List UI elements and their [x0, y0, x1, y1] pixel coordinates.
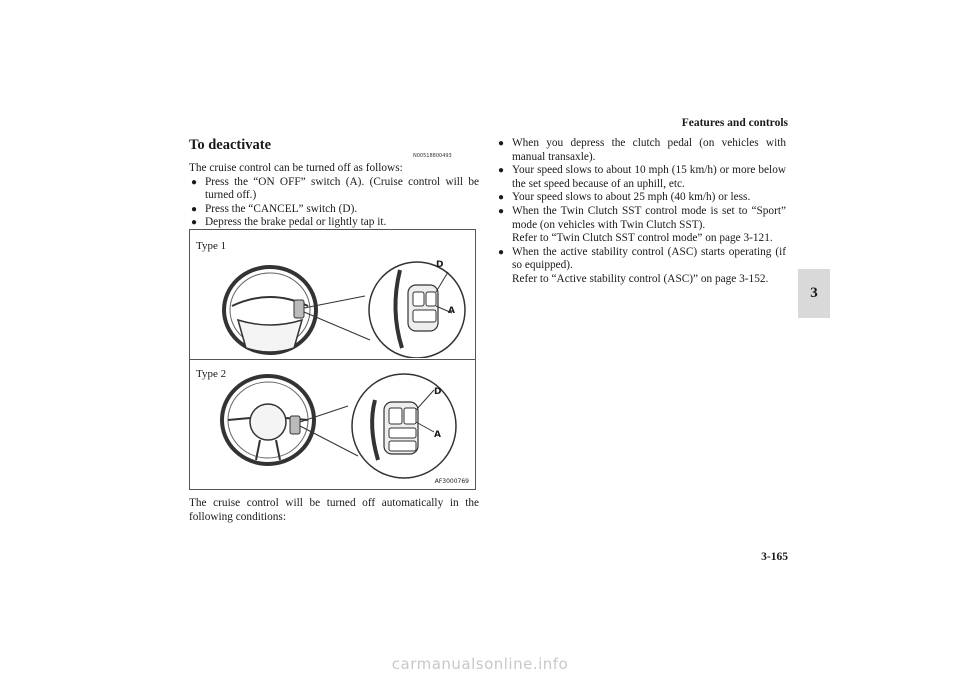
steering-switch-figure [189, 229, 476, 490]
list-item [189, 216, 479, 230]
list-item-text: When the active stability control (ASC) starts operating (if so equipped). [512, 245, 786, 272]
list-item [189, 176, 479, 203]
list-item-text: When the Twin Clutch SST control mode is set to “Sport” mode (on vehicles with Twin Clutch SST). [512, 204, 786, 231]
running-header: Features and controls [681, 117, 788, 129]
page-number: 3-165 [761, 551, 788, 563]
chapter-tab: 3 [798, 269, 830, 318]
cross-reference-sst[interactable]: Refer to “Twin Clutch SST control mode” on page 3-121. [512, 232, 773, 245]
right-column [496, 137, 786, 287]
list-item [496, 191, 786, 205]
callout-a-type1: A [448, 306, 455, 316]
type2-steering-wheel-illustration [190, 360, 475, 488]
list-item-text: When you depress the clutch pedal (on vehicles with manual transaxle). [512, 137, 786, 163]
intro-text: The cruise control can be turned off as follows: [189, 162, 403, 174]
section-heading: To deactivate [189, 137, 272, 153]
callout-d-type1: D [436, 260, 444, 270]
list-item [496, 246, 786, 287]
bullet-icon: ● [498, 246, 505, 258]
list-item [496, 137, 786, 164]
callout-a-type2: A [434, 430, 441, 440]
left-column-top [189, 162, 479, 230]
list-item-text: Depress the brake pedal or lightly tap it. [205, 216, 387, 229]
watermark: carmanualsonline.info [391, 655, 569, 673]
list-item [496, 205, 786, 246]
cross-reference-asc[interactable]: Refer to “Active stability control (ASC)” on page 3-152. [512, 272, 769, 285]
list-item-text: Press the “CANCEL” switch (D). [205, 202, 358, 215]
auto-off-intro: The cruise control will be turned off automatically in the following conditions: [189, 497, 479, 523]
type2-label: Type 2 [196, 368, 227, 380]
type1-steering-wheel-illustration [190, 230, 475, 358]
type1-label: Type 1 [196, 240, 227, 252]
bullet-icon: ● [498, 138, 505, 149]
callout-d-type2: D [434, 387, 442, 397]
list-item [189, 203, 479, 217]
section-code: N00518800493 [413, 153, 452, 159]
bullet-icon: ● [191, 203, 198, 215]
list-item-text: Your speed slows to about 25 mph (40 km/h) or less. [512, 191, 751, 204]
list-item [496, 164, 786, 191]
bullet-icon: ● [191, 176, 198, 188]
bullet-icon: ● [498, 165, 505, 177]
bullet-icon: ● [498, 205, 505, 217]
list-item-text: Press the “ON OFF” switch (A). (Cruise control will be turned off.) [205, 175, 479, 202]
list-item-text: Your speed slows to about 10 mph (15 km/h) or more below the set speed because of an uphill, etc. [512, 164, 786, 190]
bullet-icon: ● [498, 192, 505, 204]
figure-code: AF3000769 [434, 478, 469, 485]
bullet-icon: ● [191, 217, 198, 229]
